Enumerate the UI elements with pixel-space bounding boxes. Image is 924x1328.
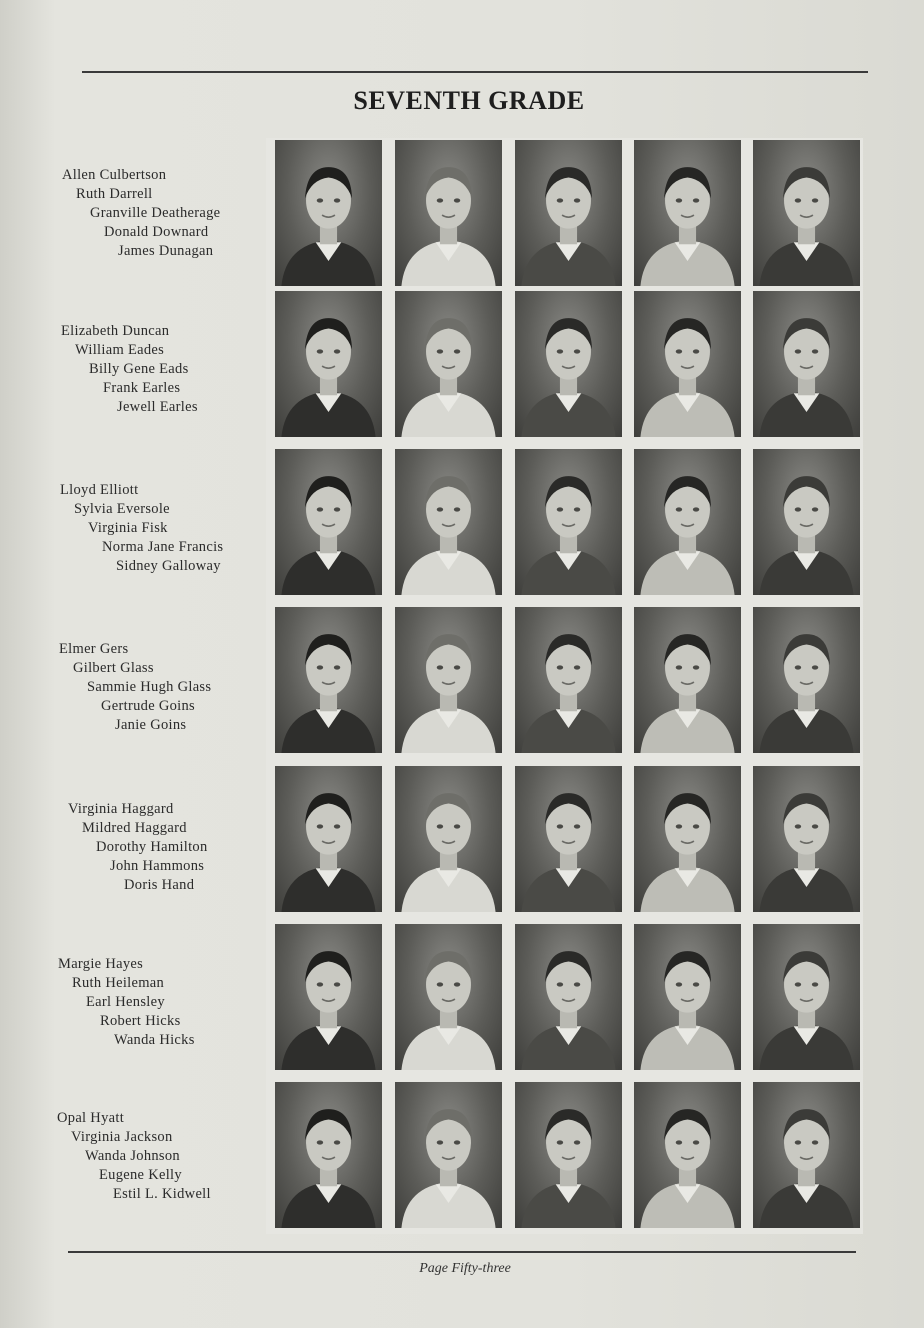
student-name: Virginia Fisk [88,520,168,536]
student-name: Granville Deatherage [90,205,221,221]
student-portrait [634,1082,741,1228]
student-name: Eugene Kelly [99,1167,182,1183]
page-number: Page Fifty-three [419,1261,511,1276]
name-list [58,955,195,1050]
student-name: Sidney Galloway [116,558,221,574]
student-portrait [515,607,622,753]
name-list [60,481,223,576]
student-portrait [753,924,860,1070]
student-name: Dorothy Hamilton [96,839,208,855]
student-name: Norma Jane Francis [102,539,224,555]
student-name: James Dunagan [118,243,214,259]
student-name: Allen Culbertson [62,167,167,183]
student-name: Margie Hayes [58,956,144,972]
bottom-rule [68,1251,856,1253]
student-portrait [395,924,502,1070]
student-portrait [634,449,741,595]
student-name: Estil L. Kidwell [113,1186,211,1202]
student-portrait [395,140,502,286]
student-name: Earl Hensley [86,994,165,1010]
student-name: Virginia Jackson [71,1129,173,1145]
name-list [62,166,220,261]
student-name: Mildred Haggard [82,820,187,836]
student-portrait [395,291,502,437]
student-portrait [634,924,741,1070]
student-portrait [515,291,622,437]
student-portrait [753,1082,860,1228]
student-name: Ruth Darrell [76,186,153,202]
student-name: Lloyd Elliott [60,482,139,498]
student-portrait [275,140,382,286]
student-portrait [515,140,622,286]
student-portrait [634,291,741,437]
student-portrait [634,140,741,286]
student-name: Frank Earles [103,380,181,396]
name-list [68,800,208,895]
student-portrait [275,449,382,595]
student-name: Wanda Hicks [114,1032,195,1048]
name-list [59,640,211,735]
student-name: John Hammons [110,858,205,874]
student-portrait [753,449,860,595]
student-portrait [275,766,382,912]
student-name: William Eades [75,342,165,358]
student-portrait [515,924,622,1070]
student-name: Sylvia Eversole [74,501,170,517]
student-portrait [515,449,622,595]
student-name: Elizabeth Duncan [61,323,170,339]
student-portrait [395,607,502,753]
student-portrait [395,766,502,912]
student-portrait [634,607,741,753]
student-portrait [753,291,860,437]
student-name: Elmer Gers [59,641,129,657]
student-portrait [275,291,382,437]
student-portrait [275,607,382,753]
student-name: Janie Goins [115,717,187,733]
top-rule [82,71,868,73]
student-portrait [634,766,741,912]
student-portrait [753,766,860,912]
student-name: Gertrude Goins [101,698,195,714]
student-portrait [275,1082,382,1228]
student-name: Donald Downard [104,224,209,240]
student-portrait [395,1082,502,1228]
student-name: Jewell Earles [117,399,198,415]
student-name: Gilbert Glass [73,660,154,676]
name-list [57,1109,211,1204]
student-portrait [275,924,382,1070]
student-portrait [515,1082,622,1228]
student-portrait [753,140,860,286]
student-portrait [395,449,502,595]
student-name: Sammie Hugh Glass [87,679,212,695]
name-list [61,322,198,417]
student-name: Doris Hand [124,877,195,893]
student-name: Wanda Johnson [85,1148,180,1164]
student-portrait [753,607,860,753]
student-name: Virginia Haggard [68,801,174,817]
student-name: Ruth Heileman [72,975,165,991]
student-name: Opal Hyatt [57,1110,125,1126]
page-title: SEVENTH GRADE [353,86,585,115]
student-portrait [515,766,622,912]
student-name: Robert Hicks [100,1013,181,1029]
student-name: Billy Gene Eads [89,361,189,377]
